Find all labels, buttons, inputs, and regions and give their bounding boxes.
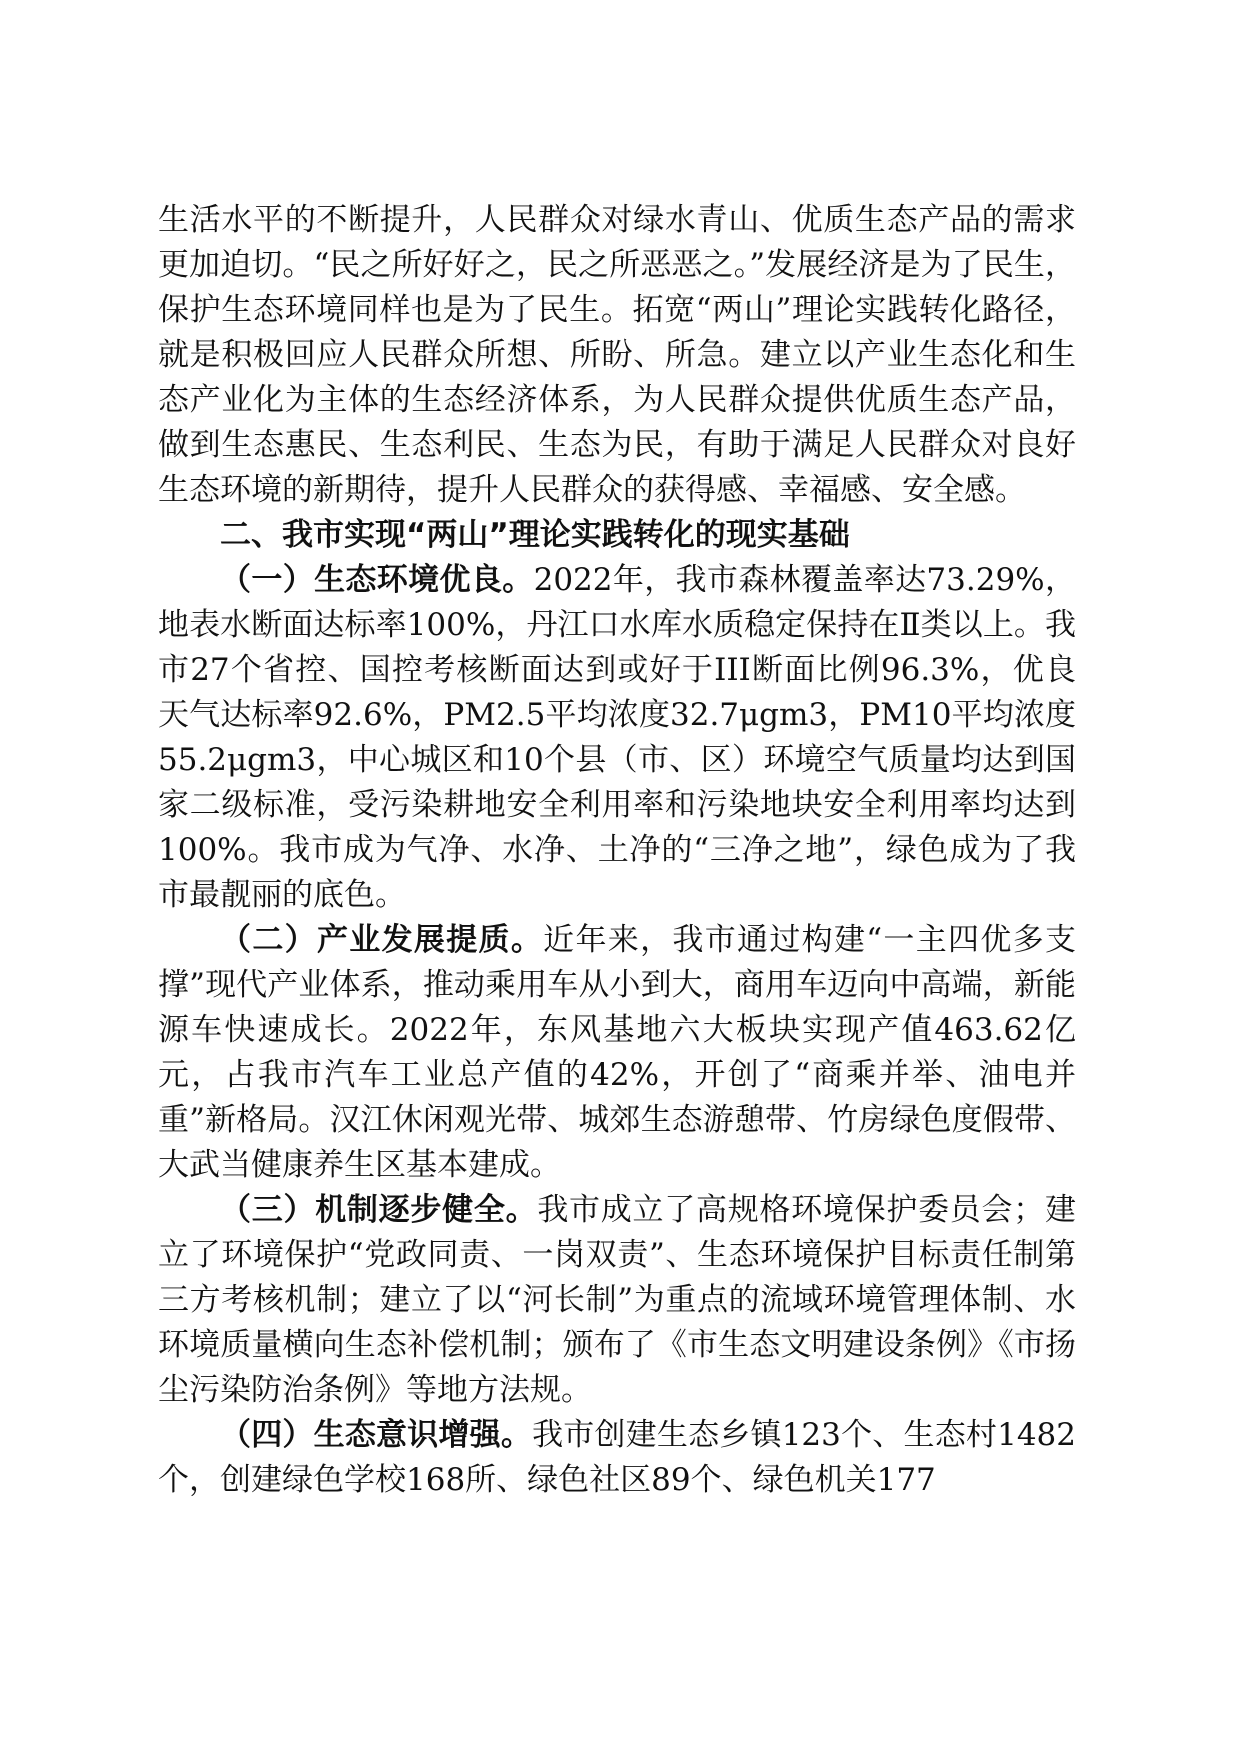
paragraph-ecology [158,558,1076,918]
intro-paragraph: 生活水平的不断提升，人民群众对绿水青山、优质生态产品的需求更加迫切。“民之所好好之，民之所恶恶之。”发展经济是为了民生，保护生态环境同样也是为了民生。拓宽“两山”理论实践转化路径，就是积极回应人民群众所想、所盼、所急。建立以产业生态化和生态产业化为主体的生态经济体系，为人民群众提供优质生态产品，做到生态惠民、生态利民、生态为民，有助于满足人民群众对良好生态环境的新期待，提升人民群众的获得感、幸福感、安全感。 [158,202,1076,508]
paragraph-lead: （三）机制逐步健全。 [220,1192,538,1228]
paragraph-industry [158,918,1076,1188]
paragraph-mechanism [158,1188,1076,1413]
paragraph-body: 近年来，我市通过构建“一主四优多支撑”现代产业体系，推动乘用车从小到大，商用车迈向中高端，新能源车快速成长。2022年，东风基地六大板块实现产值463.62亿元，占我市汽车工业总产值的42%，开创了“商乘并举、油电并重”新格局。汉江休闲观光带、城郊生态游憩带、竹房绿色度假带、大武当健康养生区基本建成。 [158,922,1076,1183]
paragraph-body: 我市成立了高规格环境保护委员会；建立了环境保护“党政同责、一岗双责”、生态环境保护目标责任制第三方考核机制；建立了以“河长制”为重点的流域环境管理体制、水环境质量横向生态补偿机制；颁布了《市生态文明建设条例》《市扬尘污染防治条例》等地方法规。 [158,1192,1077,1408]
document-page [158,198,1076,1503]
paragraph-body: 我市创建生态乡镇123个、生态村1482个，创建绿色学校168所、绿色社区89个、绿色机关177 [158,1417,1077,1498]
section-heading: 二、我市实现“两山”理论实践转化的现实基础 [220,517,850,553]
paragraph-body: 2022年，我市森林覆盖率达73.29%，地表水断面达标率100%，丹江口水库水质稳定保持在Ⅱ类以上。我市27个省控、国控考核断面达到或好于III断面比例96.3%，优良天气达标率92.6%，PM2.5平均浓度32.7μgm3，PM10平均浓度55.2μgm3，中心城区和10个县（市、区）环境空气质量均达到国家二级标准，受污染耕地安全利用率和污染地块安全利用率均达到100%。我市成为气净、水净、土净的“三净之地”，绿色成为了我市最靓丽的底色。 [158,562,1076,913]
paragraph-lead: （二）产业发展提质。 [220,922,544,958]
paragraph-lead: （四）生态意识增强。 [220,1417,533,1453]
paragraph-awareness [158,1413,1076,1503]
paragraph-lead: （一）生态环境优良。 [220,562,534,598]
